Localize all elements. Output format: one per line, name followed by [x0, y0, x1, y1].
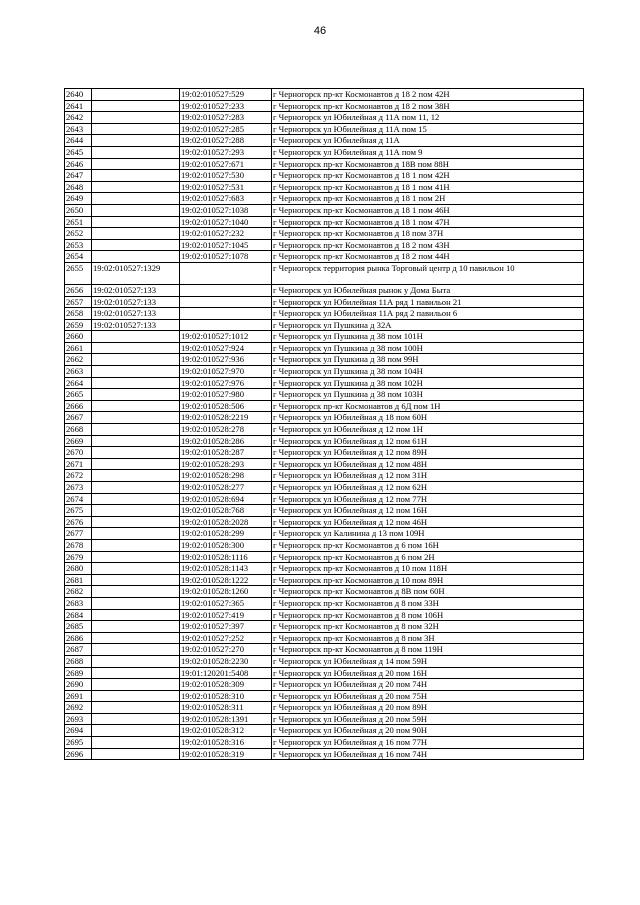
cadastral-number-cell-b: 19:02:010528:277: [180, 482, 272, 494]
address-cell: г Черногорск ул Юбилейная д 11А пом 11, 12: [272, 112, 584, 124]
table-row: [65, 748, 584, 760]
cadastral-number-cell-b: 19:02:010527:1038: [180, 204, 272, 216]
cadastral-number-cell-b: 19:02:010527:529: [180, 89, 272, 101]
table-row: [65, 366, 584, 378]
row-number-cell: 2689: [65, 667, 92, 679]
row-number-cell: 2649: [65, 193, 92, 205]
row-number-cell: 2644: [65, 135, 92, 147]
cadastral-number-cell-a: 19:02:010527:133: [92, 296, 180, 308]
address-cell: г Черногорск пр-кт Космонавтов д 18 1 пом 46Н: [272, 204, 584, 216]
row-number-cell: 2655: [65, 262, 92, 284]
table-row: [65, 574, 584, 586]
row-number-cell: 2674: [65, 493, 92, 505]
table-row: [65, 239, 584, 251]
row-number-cell: 2656: [65, 284, 92, 296]
address-cell: г Черногорск ул Юбилейная д 20 пом 90Н: [272, 725, 584, 737]
address-cell: г Черногорск ул Юбилейная д 20 пом 59Н: [272, 713, 584, 725]
cadastral-number-cell-b: 19:02:010527:232: [180, 228, 272, 240]
table-row: [65, 284, 584, 296]
cadastral-number-cell-b: 19:02:010528:2028: [180, 516, 272, 528]
cadastral-number-cell-b: 19:02:010528:311: [180, 702, 272, 714]
address-cell: г Черногорск ул Пушкина д 38 пом 99Н: [272, 354, 584, 366]
address-cell: г Черногорск ул Пушкина д 32А: [272, 319, 584, 331]
cadastral-number-cell-a: [92, 400, 180, 412]
row-number-cell: 2663: [65, 366, 92, 378]
table-row: [65, 563, 584, 575]
row-number-cell: 2643: [65, 123, 92, 135]
address-cell: г Черногорск ул Юбилейная 11А ряд 1 павильон 21: [272, 296, 584, 308]
row-number-cell: 2667: [65, 412, 92, 424]
table-row: [65, 655, 584, 667]
cadastral-number-cell-b: 19:02:010527:1012: [180, 331, 272, 343]
table-row: [65, 644, 584, 656]
cadastral-number-cell-b: 19:02:010527:252: [180, 632, 272, 644]
row-number-cell: 2648: [65, 181, 92, 193]
cadastral-number-cell-a: [92, 447, 180, 459]
cadastral-number-cell-a: [92, 123, 180, 135]
cadastral-number-cell-a: [92, 482, 180, 494]
cadastral-number-cell-b: 19:02:010528:1391: [180, 713, 272, 725]
table-row: [65, 342, 584, 354]
cadastral-number-cell-a: [92, 412, 180, 424]
cadastral-number-cell-b: 19:02:010527:397: [180, 621, 272, 633]
address-cell: г Черногорск пр-кт Космонавтов д 10 пом 118Н: [272, 563, 584, 575]
table-row: [65, 204, 584, 216]
cadastral-number-cell-a: [92, 644, 180, 656]
cadastral-number-cell-b: 19:01:120201:5408: [180, 667, 272, 679]
address-cell: г Черногорск ул Пушкина д 38 пом 100Н: [272, 342, 584, 354]
row-number-cell: 2679: [65, 551, 92, 563]
address-cell: г Черногорск ул Юбилейная д 20 пом 16Н: [272, 667, 584, 679]
address-cell: г Черногорск пр-кт Космонавтов д 8 пом 106Н: [272, 609, 584, 621]
row-number-cell: 2678: [65, 539, 92, 551]
table-row: [65, 181, 584, 193]
cadastral-number-cell-b: 19:02:010527:1078: [180, 251, 272, 263]
address-cell: г Черногорск ул Юбилейная д 11А: [272, 135, 584, 147]
row-number-cell: 2670: [65, 447, 92, 459]
table-row: [65, 170, 584, 182]
cadastral-number-cell-a: [92, 574, 180, 586]
row-number-cell: 2647: [65, 170, 92, 182]
cadastral-number-cell-a: [92, 354, 180, 366]
address-cell: г Черногорск ул Юбилейная д 12 пом 46Н: [272, 516, 584, 528]
cadastral-number-cell-a: [92, 135, 180, 147]
cadastral-number-cell-a: [92, 146, 180, 158]
cadastral-number-cell-a: [92, 702, 180, 714]
cadastral-number-cell-a: [92, 181, 180, 193]
cadastral-number-cell-a: [92, 389, 180, 401]
address-cell: г Черногорск ул Юбилейная д 12 пом 31Н: [272, 470, 584, 482]
row-number-cell: 2693: [65, 713, 92, 725]
address-cell: г Черногорск пр-кт Космонавтов д 18В пом 88Н: [272, 158, 584, 170]
cadastral-number-cell-b: [180, 262, 272, 284]
table-row: [65, 482, 584, 494]
table-row: [65, 632, 584, 644]
cadastral-number-cell-a: [92, 609, 180, 621]
cadastral-number-cell-a: [92, 239, 180, 251]
address-cell: г Черногорск пр-кт Космонавтов д 18 пом 37Н: [272, 228, 584, 240]
row-number-cell: 2654: [65, 251, 92, 263]
row-number-cell: 2646: [65, 158, 92, 170]
table-row: [65, 308, 584, 320]
row-number-cell: 2652: [65, 228, 92, 240]
cadastral-number-cell-b: 19:02:010528:1143: [180, 563, 272, 575]
table-row: [65, 158, 584, 170]
cadastral-number-cell-a: [92, 204, 180, 216]
row-number-cell: 2645: [65, 146, 92, 158]
cadastral-number-cell-b: 19:02:010528:768: [180, 505, 272, 517]
cadastral-number-cell-b: 19:02:010527:976: [180, 377, 272, 389]
cadastral-number-cell-b: 19:02:010528:1116: [180, 551, 272, 563]
address-cell: г Черногорск пр-кт Космонавтов д 10 пом 89Н: [272, 574, 584, 586]
address-cell: г Черногорск ул Юбилейная д 12 пом 16Н: [272, 505, 584, 517]
row-number-cell: 2664: [65, 377, 92, 389]
cadastral-number-cell-a: [92, 366, 180, 378]
row-number-cell: 2677: [65, 528, 92, 540]
table-row: [65, 737, 584, 749]
address-cell: г Черногорск пр-кт Космонавтов д 18 1 пом 42Н: [272, 170, 584, 182]
cadastral-number-cell-a: [92, 528, 180, 540]
cadastral-number-cell-a: [92, 748, 180, 760]
address-cell: г Черногорск ул Юбилейная д 12 пом 1Н: [272, 424, 584, 436]
table-row: [65, 389, 584, 401]
address-cell: г Черногорск ул Юбилейная д 11А пом 15: [272, 123, 584, 135]
cadastral-number-cell-b: [180, 284, 272, 296]
row-number-cell: 2683: [65, 597, 92, 609]
cadastral-number-cell-b: [180, 319, 272, 331]
address-cell: г Черногорск пр-кт Космонавтов д 18 2 пом 38Н: [272, 100, 584, 112]
cadastral-number-cell-b: 19:02:010528:2230: [180, 655, 272, 667]
table-row: [65, 679, 584, 691]
cadastral-number-cell-a: [92, 342, 180, 354]
cadastral-number-cell-b: 19:02:010528:506: [180, 400, 272, 412]
cadastral-number-cell-a: [92, 377, 180, 389]
row-number-cell: 2691: [65, 690, 92, 702]
cadastral-number-cell-b: 19:02:010527:1045: [180, 239, 272, 251]
cadastral-number-cell-b: 19:02:010528:278: [180, 424, 272, 436]
table-row: [65, 470, 584, 482]
address-cell: г Черногорск ул Юбилейная д 12 пом 77Н: [272, 493, 584, 505]
table-row: [65, 228, 584, 240]
table-row: [65, 597, 584, 609]
address-cell: г Черногорск ул Юбилейная д 20 пом 75Н: [272, 690, 584, 702]
cadastral-number-cell-a: [92, 667, 180, 679]
table-row: [65, 667, 584, 679]
cadastral-number-cell-a: [92, 725, 180, 737]
cadastral-number-cell-b: 19:02:010527:671: [180, 158, 272, 170]
address-cell: г Черногорск ул Пушкина д 38 пом 103Н: [272, 389, 584, 401]
cadastral-number-cell-a: [92, 251, 180, 263]
page-number: 46: [313, 25, 327, 37]
table-row: [65, 539, 584, 551]
table-row: [65, 713, 584, 725]
registry-table: [64, 88, 584, 760]
cadastral-number-cell-b: [180, 308, 272, 320]
cadastral-number-cell-b: 19:02:010528:299: [180, 528, 272, 540]
address-cell: г Черногорск пр-кт Космонавтов д 18 1 пом 41Н: [272, 181, 584, 193]
table-row: [65, 331, 584, 343]
cadastral-number-cell-b: 19:02:010527:924: [180, 342, 272, 354]
cadastral-number-cell-a: [92, 516, 180, 528]
cadastral-number-cell-a: [92, 713, 180, 725]
table-row: [65, 146, 584, 158]
cadastral-number-cell-a: [92, 505, 180, 517]
cadastral-number-cell-a: [92, 170, 180, 182]
address-cell: г Черногорск пр-кт Космонавтов д 18 1 пом 2Н: [272, 193, 584, 205]
table-row: [65, 551, 584, 563]
cadastral-number-cell-a: [92, 621, 180, 633]
row-number-cell: 2665: [65, 389, 92, 401]
registry-table-body: [65, 89, 584, 760]
address-cell: г Черногорск пр-кт Космонавтов д 6 пом 2Н: [272, 551, 584, 563]
row-number-cell: 2660: [65, 331, 92, 343]
row-number-cell: 2686: [65, 632, 92, 644]
row-number-cell: 2675: [65, 505, 92, 517]
address-cell: г Черногорск пр-кт Космонавтов д 8В пом 60Н: [272, 586, 584, 598]
row-number-cell: 2671: [65, 458, 92, 470]
table-row: [65, 100, 584, 112]
row-number-cell: 2692: [65, 702, 92, 714]
address-cell: г Черногорск пр-кт Космонавтов д 18 2 пом 43Н: [272, 239, 584, 251]
table-row: [65, 424, 584, 436]
table-row: [65, 400, 584, 412]
table-row: [65, 609, 584, 621]
address-cell: г Черногорск пр-кт Космонавтов д 18 1 пом 47Н: [272, 216, 584, 228]
address-cell: г Черногорск территория рынка Торговый центр д 10 павильон 10: [272, 262, 584, 284]
row-number-cell: 2690: [65, 679, 92, 691]
address-cell: г Черногорск ул Пушкина д 38 пом 101Н: [272, 331, 584, 343]
table-row: [65, 377, 584, 389]
address-cell: г Черногорск ул Юбилейная д 12 пом 62Н: [272, 482, 584, 494]
address-cell: г Черногорск ул Юбилейная д 20 пом 74Н: [272, 679, 584, 691]
row-number-cell: 2669: [65, 435, 92, 447]
row-number-cell: 2695: [65, 737, 92, 749]
cadastral-number-cell-a: [92, 158, 180, 170]
row-number-cell: 2642: [65, 112, 92, 124]
table-row: [65, 516, 584, 528]
table-row: [65, 112, 584, 124]
table-row: [65, 435, 584, 447]
table-row: [65, 528, 584, 540]
table-row: [65, 319, 584, 331]
row-number-cell: 2657: [65, 296, 92, 308]
cadastral-number-cell-a: [92, 679, 180, 691]
cadastral-number-cell-a: [92, 458, 180, 470]
cadastral-number-cell-a: [92, 551, 180, 563]
row-number-cell: 2687: [65, 644, 92, 656]
cadastral-number-cell-b: 19:02:010527:270: [180, 644, 272, 656]
table-row: [65, 412, 584, 424]
address-cell: г Черногорск ул Юбилейная д 16 пом 74Н: [272, 748, 584, 760]
row-number-cell: 2640: [65, 89, 92, 101]
address-cell: г Черногорск пр-кт Космонавтов д 8 пом 32Н: [272, 621, 584, 633]
table-row: [65, 493, 584, 505]
address-cell: г Черногорск ул Юбилейная д 11А пом 9: [272, 146, 584, 158]
cadastral-number-cell-b: 19:02:010527:683: [180, 193, 272, 205]
address-cell: г Черногорск ул Пушкина д 38 пом 104Н: [272, 366, 584, 378]
cadastral-number-cell-a: [92, 424, 180, 436]
table-row: [65, 702, 584, 714]
cadastral-number-cell-a: [92, 655, 180, 667]
address-cell: г Черногорск пр-кт Космонавтов д 18 2 пом 42Н: [272, 89, 584, 101]
cadastral-number-cell-b: 19:02:010528:310: [180, 690, 272, 702]
row-number-cell: 2688: [65, 655, 92, 667]
cadastral-number-cell-a: [92, 89, 180, 101]
cadastral-number-cell-b: 19:02:010527:530: [180, 170, 272, 182]
cadastral-number-cell-b: 19:02:010527:365: [180, 597, 272, 609]
address-cell: г Черногорск пр-кт Космонавтов д 6Д пом 1Н: [272, 400, 584, 412]
row-number-cell: 2661: [65, 342, 92, 354]
cadastral-number-cell-b: 19:02:010527:233: [180, 100, 272, 112]
cadastral-number-cell-a: 19:02:010527:133: [92, 308, 180, 320]
address-cell: г Черногорск ул Юбилейная д 12 пом 89Н: [272, 447, 584, 459]
row-number-cell: 2694: [65, 725, 92, 737]
row-number-cell: 2658: [65, 308, 92, 320]
row-number-cell: 2681: [65, 574, 92, 586]
table-row: [65, 621, 584, 633]
address-cell: г Черногорск пр-кт Космонавтов д 8 пом 119Н: [272, 644, 584, 656]
row-number-cell: 2653: [65, 239, 92, 251]
address-cell: г Черногорск ул Юбилейная д 18 пом 60Н: [272, 412, 584, 424]
cadastral-number-cell-a: [92, 737, 180, 749]
address-cell: г Черногорск пр-кт Космонавтов д 8 пом 3Н: [272, 632, 584, 644]
cadastral-number-cell-b: 19:02:010527:970: [180, 366, 272, 378]
cadastral-number-cell-a: [92, 216, 180, 228]
row-number-cell: 2641: [65, 100, 92, 112]
table-row: [65, 725, 584, 737]
cadastral-number-cell-b: 19:02:010528:316: [180, 737, 272, 749]
table-row: [65, 251, 584, 263]
row-number-cell: 2650: [65, 204, 92, 216]
cadastral-number-cell-a: [92, 112, 180, 124]
cadastral-number-cell-b: 19:02:010528:694: [180, 493, 272, 505]
address-cell: г Черногорск ул Юбилейная д 16 пом 77Н: [272, 737, 584, 749]
address-cell: г Черногорск пр-кт Космонавтов д 18 2 пом 44Н: [272, 251, 584, 263]
cadastral-number-cell-b: 19:02:010527:288: [180, 135, 272, 147]
table-row: [65, 458, 584, 470]
cadastral-number-cell-b: 19:02:010527:980: [180, 389, 272, 401]
row-number-cell: 2680: [65, 563, 92, 575]
address-cell: г Черногорск ул Юбилейная рынок у Дома Быта: [272, 284, 584, 296]
cadastral-number-cell-a: [92, 435, 180, 447]
table-row: [65, 505, 584, 517]
cadastral-number-cell-a: [92, 493, 180, 505]
address-cell: г Черногорск пр-кт Космонавтов д 8 пом 33Н: [272, 597, 584, 609]
table-row: [65, 447, 584, 459]
cadastral-number-cell-b: 19:02:010527:936: [180, 354, 272, 366]
cadastral-number-cell-b: 19:02:010528:286: [180, 435, 272, 447]
address-cell: г Черногорск ул Юбилейная д 14 пом 59Н: [272, 655, 584, 667]
table-row: [65, 262, 584, 284]
row-number-cell: 2684: [65, 609, 92, 621]
row-number-cell: 2666: [65, 400, 92, 412]
table-row: [65, 89, 584, 101]
address-cell: г Черногорск ул Юбилейная д 12 пом 61Н: [272, 435, 584, 447]
cadastral-number-cell-a: [92, 193, 180, 205]
cadastral-number-cell-b: 19:02:010528:319: [180, 748, 272, 760]
row-number-cell: 2696: [65, 748, 92, 760]
address-cell: г Черногорск пр-кт Космонавтов д 6 пом 16Н: [272, 539, 584, 551]
cadastral-number-cell-b: 19:02:010528:2219: [180, 412, 272, 424]
cadastral-number-cell-a: [92, 331, 180, 343]
address-cell: г Черногорск ул Пушкина д 38 пом 102Н: [272, 377, 584, 389]
cadastral-number-cell-b: 19:02:010527:285: [180, 123, 272, 135]
cadastral-number-cell-a: [92, 690, 180, 702]
cadastral-number-cell-b: 19:02:010527:1040: [180, 216, 272, 228]
row-number-cell: 2672: [65, 470, 92, 482]
row-number-cell: 2685: [65, 621, 92, 633]
cadastral-number-cell-b: 19:02:010528:293: [180, 458, 272, 470]
cadastral-number-cell-b: [180, 296, 272, 308]
address-cell: г Черногорск ул Юбилейная д 20 пом 89Н: [272, 702, 584, 714]
cadastral-number-cell-a: [92, 470, 180, 482]
table-row: [65, 690, 584, 702]
row-number-cell: 2659: [65, 319, 92, 331]
cadastral-number-cell-a: [92, 563, 180, 575]
row-number-cell: 2668: [65, 424, 92, 436]
table-row: [65, 135, 584, 147]
address-cell: г Черногорск ул Юбилейная 11А ряд 2 павильон 6: [272, 308, 584, 320]
cadastral-number-cell-b: 19:02:010528:312: [180, 725, 272, 737]
cadastral-number-cell-a: [92, 597, 180, 609]
address-cell: г Черногорск ул Юбилейная д 12 пом 48Н: [272, 458, 584, 470]
table-row: [65, 586, 584, 598]
table-row: [65, 354, 584, 366]
cadastral-number-cell-b: 19:02:010527:293: [180, 146, 272, 158]
address-cell: г Черногорск ул Калинина д 13 пом 109Н: [272, 528, 584, 540]
cadastral-number-cell-b: 19:02:010528:287: [180, 447, 272, 459]
table-row: [65, 216, 584, 228]
cadastral-number-cell-a: 19:02:010527:133: [92, 319, 180, 331]
cadastral-number-cell-b: 19:02:010527:419: [180, 609, 272, 621]
cadastral-number-cell-b: 19:02:010528:309: [180, 679, 272, 691]
cadastral-number-cell-b: 19:02:010527:531: [180, 181, 272, 193]
row-number-cell: 2676: [65, 516, 92, 528]
cadastral-number-cell-b: 19:02:010528:300: [180, 539, 272, 551]
table-row: [65, 296, 584, 308]
cadastral-number-cell-a: [92, 100, 180, 112]
row-number-cell: 2673: [65, 482, 92, 494]
cadastral-number-cell-a: 19:02:010527:1329: [92, 262, 180, 284]
table-row: [65, 123, 584, 135]
row-number-cell: 2682: [65, 586, 92, 598]
cadastral-number-cell-b: 19:02:010527:283: [180, 112, 272, 124]
cadastral-number-cell-b: 19:02:010528:1260: [180, 586, 272, 598]
cadastral-number-cell-a: [92, 586, 180, 598]
cadastral-number-cell-b: 19:02:010528:298: [180, 470, 272, 482]
cadastral-number-cell-a: [92, 539, 180, 551]
row-number-cell: 2651: [65, 216, 92, 228]
table-row: [65, 193, 584, 205]
cadastral-number-cell-a: [92, 228, 180, 240]
cadastral-number-cell-a: [92, 632, 180, 644]
cadastral-number-cell-b: 19:02:010528:1222: [180, 574, 272, 586]
cadastral-number-cell-a: 19:02:010527:133: [92, 284, 180, 296]
row-number-cell: 2662: [65, 354, 92, 366]
